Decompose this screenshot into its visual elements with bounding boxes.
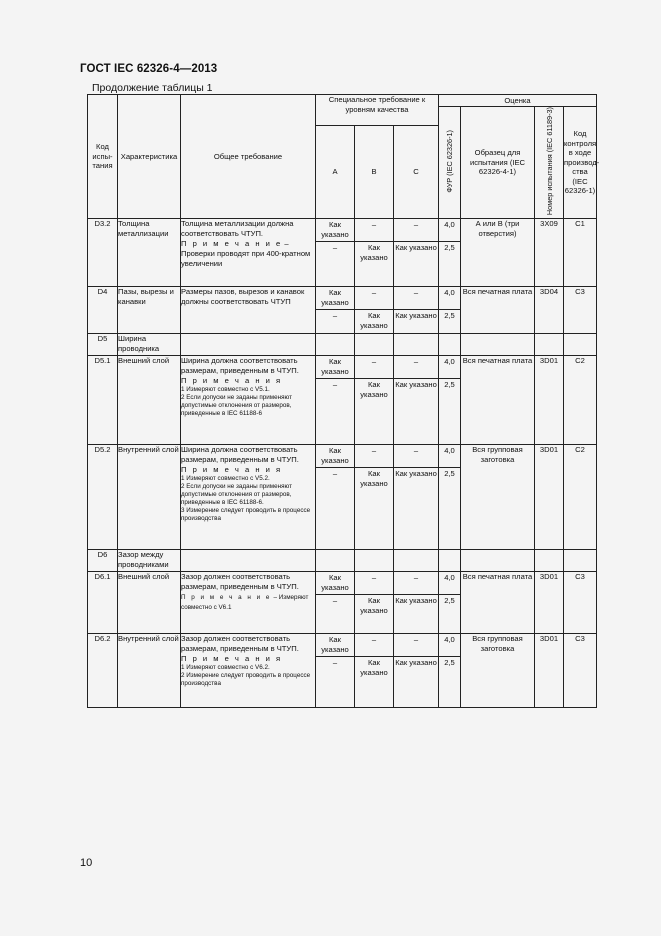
characteristic: Пазы, вырезы и канавки	[118, 286, 181, 333]
level-c: – Как указано	[394, 218, 439, 286]
sample: Вся групповая заготовка	[461, 444, 535, 549]
test-code: D4	[88, 286, 118, 333]
test-number: 3D01	[535, 444, 564, 549]
characteristic: Внешний слой	[118, 355, 181, 444]
header-evaluation: Оценка	[439, 95, 597, 107]
level-b: – Как указано	[355, 286, 394, 333]
requirement: Размеры пазов, вырезов и канавок должны соответствовать ЧТУП	[181, 286, 316, 333]
sample: Вся печатная плата	[461, 286, 535, 333]
fur: 4,0 2,5	[439, 444, 461, 549]
characteristic: Внутренний слой	[118, 444, 181, 549]
requirement: Ширина должна соответствовать размерам, приведенным в ЧТУП. П р и м е ч а н и я 1 Измеряют совместно с V5.2. 2 Если допуски не заданы применяют допустимые отклонения от размеров, приведенные в IEC 61188-6. 3 Измерение следует проводить в процессе производства	[181, 444, 316, 549]
fur: 4,0 2,5	[439, 286, 461, 333]
table-row	[88, 571, 597, 633]
sample: Вся групповая заготовка	[461, 633, 535, 707]
header-test-number: Номер испытания (IEC 61189-3)	[535, 107, 564, 219]
control-code: C3	[564, 633, 597, 707]
test-code: D6.2	[88, 633, 118, 707]
header-level-c: C	[394, 126, 439, 218]
test-number: 3X09	[535, 218, 564, 286]
test-code: D6	[88, 549, 118, 571]
level-c: – Как указано	[394, 633, 439, 707]
control-code: C2	[564, 355, 597, 444]
header-fur: ФУР (IEC 62326-1)	[439, 107, 461, 219]
test-number: 3D01	[535, 571, 564, 633]
document-title: ГОСТ IEC 62326-4—2013	[80, 63, 218, 75]
level-a: Как указано –	[316, 571, 355, 633]
level-a: Как указано –	[316, 633, 355, 707]
control-code: C2	[564, 444, 597, 549]
level-b: – Как указано	[355, 444, 394, 549]
table-row	[88, 633, 597, 707]
level-c: – Как указано	[394, 444, 439, 549]
header-control-code: Код контроля в ходе производ-ства (IEC 62326-1)	[564, 107, 597, 219]
test-code: D5.1	[88, 355, 118, 444]
requirement: Зазор должен соответствовать размерам, приведенным в ЧТУП. П р и м е ч а н и я 1 Измеряют совместно с V6.2. 2 Измерение следует проводить в процессе производства	[181, 633, 316, 707]
level-c: – Как указано	[394, 571, 439, 633]
fur: 4,0 2,5	[439, 218, 461, 286]
fur: 4,0 2,5	[439, 355, 461, 444]
table-row	[88, 218, 597, 286]
sample: Вся печатная плата	[461, 571, 535, 633]
level-a: Как указано –	[316, 444, 355, 549]
table-row	[88, 444, 597, 549]
characteristic: Ширина проводника	[118, 333, 181, 355]
level-c: – Как указано	[394, 355, 439, 444]
level-c: – Как указано	[394, 286, 439, 333]
level-a: Как указано –	[316, 355, 355, 444]
test-code: D5.2	[88, 444, 118, 549]
characteristic: Внутренний слой	[118, 633, 181, 707]
test-code: D6.1	[88, 571, 118, 633]
sample: А или В (три отверстия)	[461, 218, 535, 286]
test-code: D5	[88, 333, 118, 355]
requirements-table	[87, 94, 600, 708]
header-characteristic: Характеристика	[118, 95, 181, 219]
fur: 4,0 2,5	[439, 633, 461, 707]
control-code: C3	[564, 571, 597, 633]
control-code: C1	[564, 218, 597, 286]
fur: 4,0 2,5	[439, 571, 461, 633]
level-b: – Как указано	[355, 355, 394, 444]
characteristic: Внешний слой	[118, 571, 181, 633]
test-number: 3D04	[535, 286, 564, 333]
control-code: C3	[564, 286, 597, 333]
level-b: – Как указано	[355, 633, 394, 707]
level-b: – Как указано	[355, 218, 394, 286]
header-sample: Образец для испытания (IEC 62326-4-1)	[461, 107, 535, 219]
requirement: Зазор должен соответствовать размерам, приведенным в ЧТУП. П р и м е ч а н и е – Измеряют совместно с V6.1	[181, 571, 316, 633]
table-row	[88, 355, 597, 444]
header-level-a: A	[316, 126, 355, 218]
header-general-requirement: Общее требование	[181, 95, 316, 219]
level-b: – Как указано	[355, 571, 394, 633]
requirement: Ширина должна соответствовать размерам, приведенным в ЧТУП. П р и м е ч а н и я 1 Измеряют совместно с V5.1. 2 Если допуски не заданы применяют допустимые отклонения от размеров, приведенные в IEC 61188-6	[181, 355, 316, 444]
table-continuation-caption: Продолжение таблицы 1	[92, 82, 213, 94]
page-number: 10	[80, 857, 93, 869]
table-row	[88, 333, 597, 355]
test-number: 3D01	[535, 633, 564, 707]
table-row	[88, 549, 597, 571]
characteristic: Толщина металлизации	[118, 218, 181, 286]
header-special-requirement: Специальное требование к уровням качества	[316, 95, 439, 126]
level-a: Как указано –	[316, 286, 355, 333]
characteristic: Зазор между проводниками	[118, 549, 181, 571]
test-number: 3D01	[535, 355, 564, 444]
test-code: D3.2	[88, 218, 118, 286]
requirement: Толщина металлизации должна соответствовать ЧТУП. П р и м е ч а н и е – Проверки проводят при 400-кратном увеличении	[181, 218, 316, 286]
header-level-b: B	[355, 126, 394, 218]
header-code: Код испы-тания	[88, 95, 118, 219]
sample: Вся печатная плата	[461, 355, 535, 444]
level-a: Как указано –	[316, 218, 355, 286]
table-row	[88, 286, 597, 333]
